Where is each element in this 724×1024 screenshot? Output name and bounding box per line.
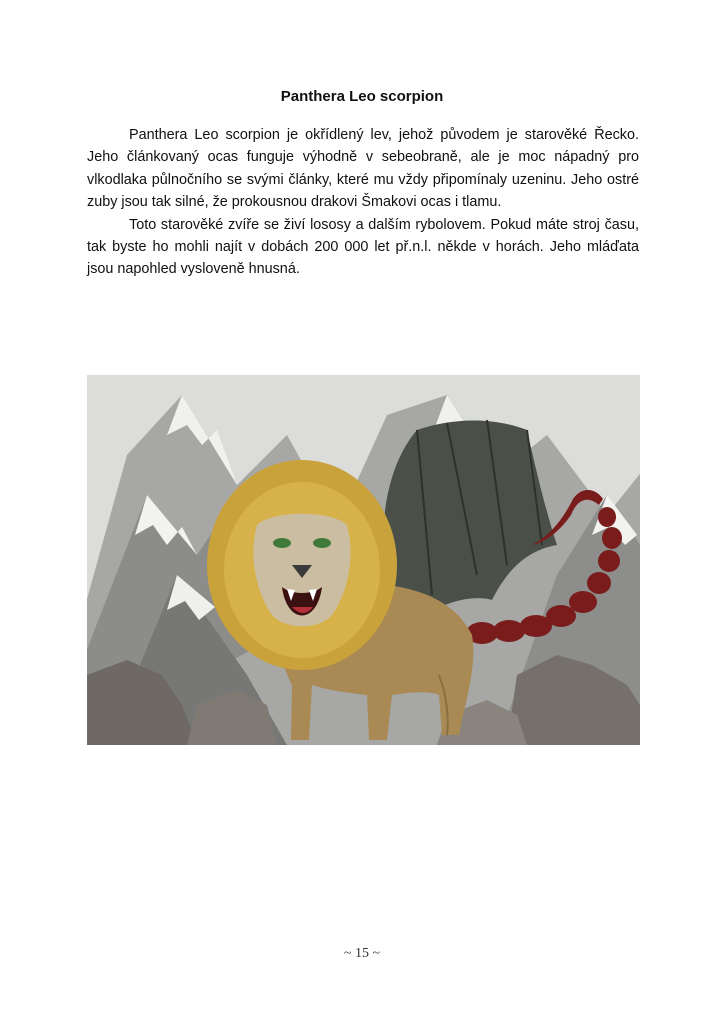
page-title: Panthera Leo scorpion: [280, 88, 444, 105]
page-number: ~ 15 ~: [343, 946, 381, 961]
lion-scorpion-illustration: [87, 375, 640, 745]
body-text: [87, 124, 639, 281]
paragraph-2: Toto starověké zvíře se živí lososy a dalším rybolovem. Pokud máte stroj času, tak byste ho mohli najít v dobách 200 000 let př.n.l. někde v horách. Jeho mláďata jsou napohled vysloveně hnusná.: [87, 216, 639, 278]
paragraph-1: Panthera Leo scorpion je okřídlený lev, jehož původem je starověké Řecko. Jeho článkovaný ocas funguje výhodně v sebeobraně, ale je moc nápadný pro vlkodlaka půlnočního se svými články, které mu vždy připomínaly uzeninu. Jeho ostré zuby jsou tak silné, že prokousnou drakovi Šmakovi ocas i tlamu.: [87, 127, 639, 211]
